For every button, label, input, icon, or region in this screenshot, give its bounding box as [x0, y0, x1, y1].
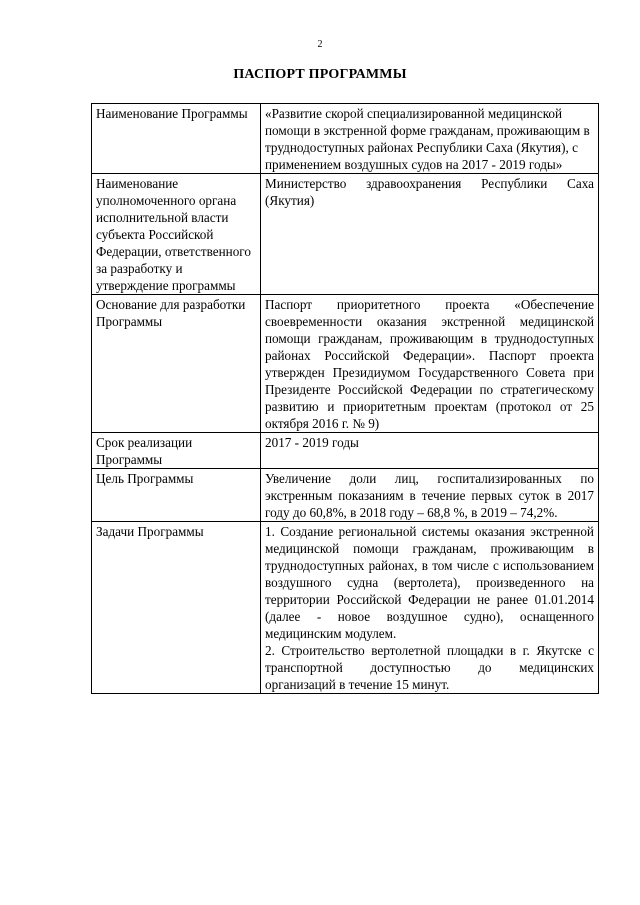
authority-text: Министерство здравоохранения Республики Саха (Якутия) — [265, 176, 594, 208]
row-value-tasks — [261, 522, 599, 694]
table-row-goal — [92, 469, 599, 522]
row-value-goal — [261, 469, 599, 522]
row-label-tasks: Задачи Программы — [92, 522, 261, 694]
page-number: 2 — [317, 39, 323, 50]
table-row-program-name — [92, 104, 599, 174]
row-value-authority — [261, 174, 599, 295]
term-text: 2017 - 2019 годы — [265, 435, 359, 450]
task-2-text: 2. Строительство вертолетной площадки в г. Якутске с транспортной доступностью до медицинских организаций в течение 15 минут. — [265, 643, 594, 692]
table-row-authority — [92, 174, 599, 295]
task-1-text: 1. Создание региональной системы оказания экстренной медицинской помощи гражданам, проживающим в труднодоступных районах, в том числе с использованием воздушного судна (вертолета), произведенного на территории Российской Федерации не ранее 01.01.2014 (далее - новое воздушное судно), оснащенного медицинским модулем. — [265, 524, 594, 641]
row-label-term: Срок реализации Программы — [92, 433, 261, 469]
table-row-basis — [92, 295, 599, 433]
document-title: ПАСПОРТ ПРОГРАММЫ — [233, 67, 407, 82]
goal-text: Увеличение доли лиц, госпитализированных по экстренным показаниям в течение первых суток в 2017 году до 60,8%, в 2018 году – 68,8 %, в 2019 – 74,2%. — [265, 471, 594, 520]
row-label-program-name: Наименование Программы — [92, 104, 261, 174]
table-row-tasks — [92, 522, 599, 694]
row-label-basis: Основание для разработки Программы — [92, 295, 261, 433]
row-label-goal: Цель Программы — [92, 469, 261, 522]
row-value-program-name — [261, 104, 599, 174]
basis-text: Паспорт приоритетного проекта «Обеспечение своевременности оказания экстренной медицинской помощи гражданам, проживающим в труднодоступных районах Российской Федерации». Паспорт проекта утвержден Президиумом Государственного Совета при Президенте Российской Федерации по стратегическому развитию и приоритетным проектам (протокол от 25 октября 2016 г. № 9) — [265, 297, 594, 431]
table-row-term — [92, 433, 599, 469]
row-label-authority: Наименование уполномоченного органа исполнительной власти субъекта Российской Федерации, ответственного за разработку и утверждение программы — [92, 174, 261, 295]
program-name-text: «Развитие скорой специализированной медицинской помощи в экстренной форме гражданам, проживающим в труднодоступных районах Республики Саха (Якутия), с применением воздушных судов на 2017 - 2019 годы» — [265, 106, 590, 172]
row-value-basis — [261, 295, 599, 433]
row-value-term — [261, 433, 599, 469]
passport-table — [91, 103, 599, 694]
